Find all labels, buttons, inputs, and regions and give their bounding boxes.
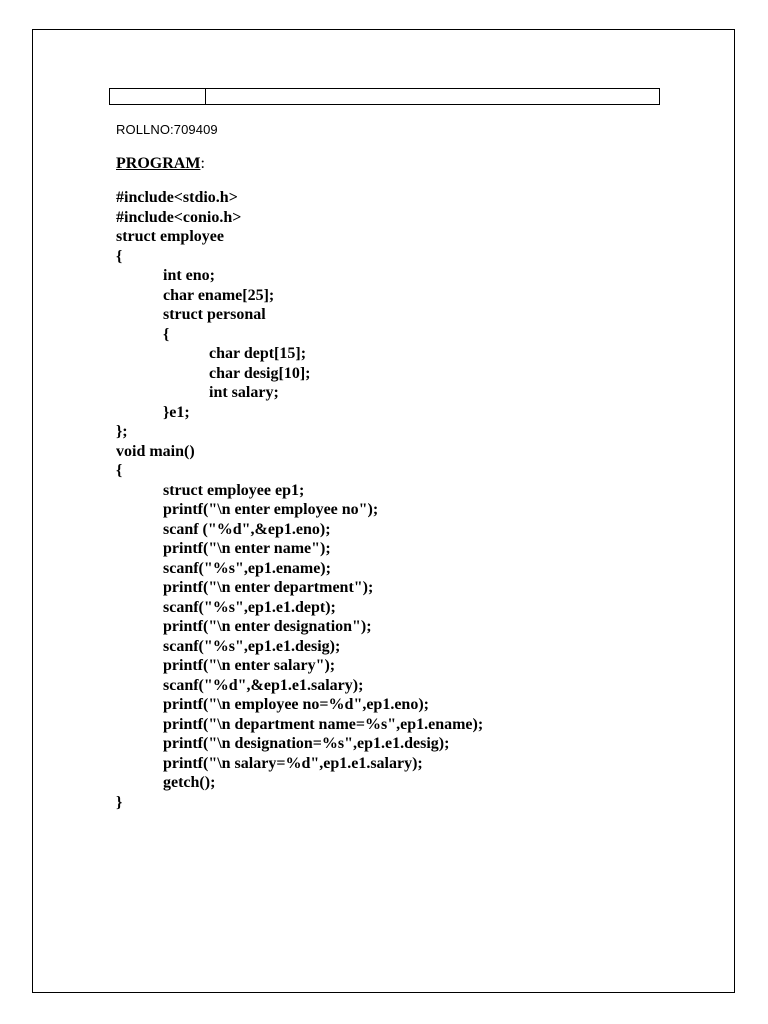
code-line: }e1; (163, 403, 190, 421)
code-line: scanf("%s",ep1.e1.desig); (163, 637, 341, 655)
code-line: printf("\n salary=%d",ep1.e1.salary); (163, 754, 423, 772)
program-heading (116, 155, 205, 173)
code-line: printf("\n designation=%s",ep1.e1.desig); (163, 735, 450, 752)
header-table (109, 88, 660, 105)
code-line: struct personal (163, 306, 266, 323)
header-table-cell-right (206, 89, 659, 104)
code-line: char dept[15]; (209, 345, 307, 362)
program-label: PROGRAM (116, 155, 201, 172)
code-line: printf("\n enter name"); (163, 540, 331, 557)
code-line: scanf("%d",&ep1.e1.salary); (163, 676, 364, 694)
program-colon: : (200, 155, 205, 172)
code-line: { (116, 247, 123, 265)
code-line: } (116, 793, 123, 811)
code-line: printf("\n department name=%s",ep1.ename); (163, 715, 484, 733)
code-line: void main() (116, 442, 195, 460)
code-line: int salary; (209, 384, 279, 401)
roll-number: ROLLNO:709409 (116, 122, 218, 137)
code-line: scanf("%s",ep1.e1.dept); (163, 598, 336, 616)
code-line: #include<stdio.h> (116, 189, 238, 206)
code-line: printf("\n employee no=%d",ep1.eno); (163, 696, 429, 713)
code-line: scanf ("%d",&ep1.eno); (163, 520, 331, 538)
code-line: #include<conio.h> (116, 208, 242, 226)
code-line: int eno; (163, 267, 215, 284)
code-line: printf("\n enter salary"); (163, 657, 336, 674)
code-line: printf("\n enter department"); (163, 579, 374, 596)
code-line: { (163, 325, 170, 343)
code-line: struct employee (116, 228, 224, 245)
code-line: { (116, 462, 123, 479)
code-line: printf("\n enter designation"); (163, 618, 372, 635)
code-line: struct employee ep1; (163, 481, 305, 499)
code-line: printf("\n enter employee no"); (163, 501, 379, 518)
code-line: char desig[10]; (209, 364, 311, 382)
code-line: }; (116, 423, 128, 440)
code-listing (116, 188, 483, 812)
code-line: scanf("%s",ep1.ename); (163, 559, 331, 577)
header-table-cell-left (110, 89, 206, 104)
code-line: getch(); (163, 774, 216, 791)
code-line: char ename[25]; (163, 286, 275, 304)
